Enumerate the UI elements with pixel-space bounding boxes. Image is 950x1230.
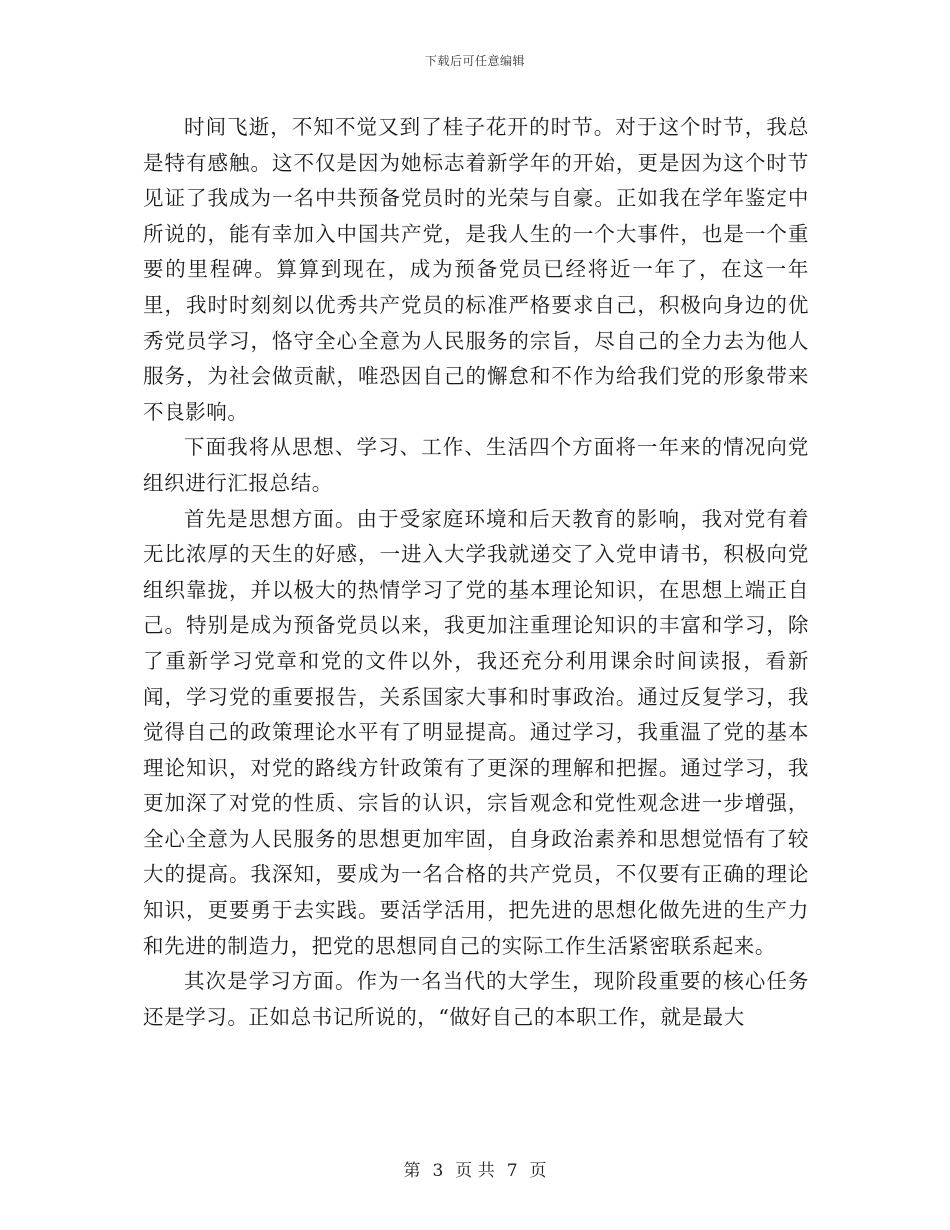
footer-suffix: 页 xyxy=(529,1161,547,1181)
page-header: 下载后可任意编辑 xyxy=(424,54,525,68)
paragraph-study: 其次是学习方面。作为一名当代的大学生，现阶段重要的核心任务还是学习。正如总书记所说的，“做好自己的本职工作，就是最大 xyxy=(143,969,809,1029)
total-pages-number: 7 xyxy=(506,1161,518,1181)
paragraph-outline: 下面我将从思想、学习、工作、生活四个方面将一年来的情况向党组织进行汇报总结。 xyxy=(143,435,809,495)
footer-prefix: 第 xyxy=(403,1161,421,1181)
page-footer xyxy=(0,1156,950,1181)
paragraph-thought: 首先是思想方面。由于受家庭环境和后天教育的影响，我对党有着无比浓厚的天生的好感，一进入大学我就递交了入党申请书，积极向党组织靠拢，并以极大的热情学习了党的基本理论知识，在思想上端正自己。特别是成为预备党员以来，我更加注重理论知识的丰富和学习，除了重新学习党章和党的文件以外，我还充分利用课余时间读报，看新闻，学习党的重要报告，关系国家大事和时事政治。通过反复学习，我觉得自己的政策理论水平有了明显提高。通过学习，我重温了党的基本理论知识，对党的路线方针政策有了更深的理解和把握。通过学习，我更加深了对党的性质、宗旨的认识，宗旨观念和党性观念进一步增强，全心全意为人民服务的思想更加牢固，自身政治素养和思想觉悟有了较大的提高。我深知，要成为一名合格的共产党员，不仅要有正确的理论知识，更要勇于去实践。要活学活用，把先进的思想化做先进的生产力和先进的制造力，把党的思想同自己的实际工作生活紧密联系起来。 xyxy=(143,506,809,958)
footer-middle: 页 共 xyxy=(455,1161,495,1181)
paragraph-intro: 时间飞逝，不知不觉又到了桂子花开的时节。对于这个时节，我总是特有感触。这不仅是因为她标志着新学年的开始，更是因为这个时节见证了我成为一名中共预备党员时的光荣与自豪。正如我在学年鉴定中所说的，能有幸加入中国共产党，是我人生的一个大事件，也是一个重要的里程碑。算算到现在，成为预备党员已经将近一年了，在这一年里，我时时刻刻以优秀共产党员的标准严格要求自己，积极向身边的优秀党员学习，恪守全心全意为人民服务的宗旨，尽自己的全力去为他人服务，为社会做贡献，唯恐因自己的懈怠和不作为给我们党的形象带来不良影响。 xyxy=(143,115,809,424)
current-page-number: 3 xyxy=(432,1161,444,1181)
document-body xyxy=(143,110,809,1035)
